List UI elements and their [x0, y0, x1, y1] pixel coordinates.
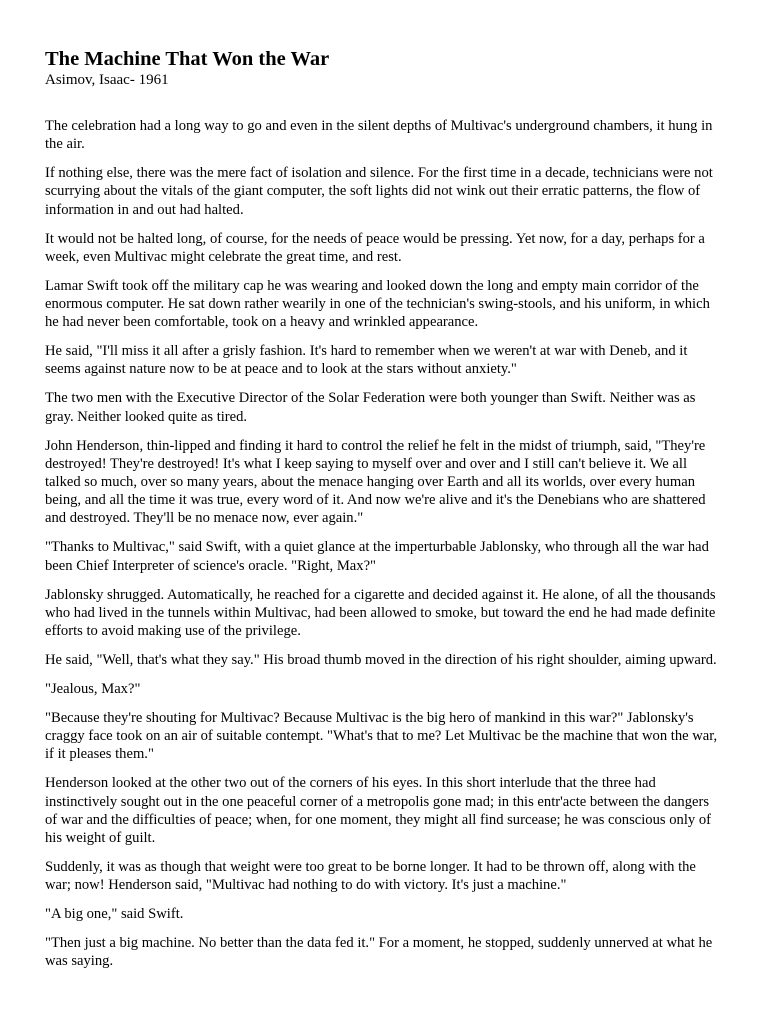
- paragraph: Henderson looked at the other two out of the corners of his eyes. In this short interlude that the three had instinctively sought out in the one peaceful corner of a metropolis gone mad; in this entr'acte between the dangers of war and the difficulties of peace; when, for one moment, they might all find surcease; he was conscious only of his weight of guilt.: [45, 775, 711, 847]
- paragraph: If nothing else, there was the mere fact of isolation and silence. For the first time in a decade, technicians were not scurrying about the vitals of the giant computer, the soft lights did not wink out their erratic patterns, the flow of information in and out had halted.: [45, 165, 713, 218]
- paragraph: Suddenly, it was as though that weight were too great to be borne longer. It had to be thrown off, along with the war; now! Henderson said, "Multivac had nothing to do with victory. It's just a machine.": [45, 859, 696, 894]
- paragraph: The two men with the Executive Director of the Solar Federation were both younger than Swift. Neither was as gray. Neither looked quite as tired.: [45, 390, 696, 425]
- paragraph: "Jealous, Max?": [45, 681, 141, 698]
- paragraph: "Thanks to Multivac," said Swift, with a quiet glance at the imperturbable Jablonsky, who through all the war had been Chief Interpreter of science's oracle. "Right, Max?": [45, 539, 709, 574]
- paragraph: He said, "Well, that's what they say." His broad thumb moved in the direction of his right shoulder, aiming upward.: [45, 652, 717, 669]
- paragraph: It would not be halted long, of course, for the needs of peace would be pressing. Yet now, for a day, perhaps for a week, even Multivac might celebrate the great time, and rest.: [45, 230, 705, 265]
- document-title: The Machine That Won the War: [45, 48, 330, 70]
- document-body: [45, 117, 723, 971]
- paragraph: "Then just a big machine. No better than the data fed it." For a moment, he stopped, suddenly unnerved at what he was saying.: [45, 935, 713, 970]
- paragraph: John Henderson, thin-lipped and finding it hard to control the relief he felt in the midst of triumph, said, "They're destroyed! They're destroyed! It's what I keep saying to myself over and over and I still can't believe it. We all talked so much, over so many years, about the menace hanging over Earth and all its worlds, over every human being, and all the time it was true, every word of it. And now we're alive and it's the Denebians who are shattered and destroyed. They'll be no menace now, ever again.": [45, 437, 706, 527]
- paragraph: Jablonsky shrugged. Automatically, he reached for a cigarette and decided against it. He alone, of all the thousands who had lived in the tunnels within Multivac, had been allowed to smoke, but toward the end he had made definite efforts to avoid making use of the privilege.: [45, 586, 716, 640]
- document-page: [45, 47, 723, 981]
- paragraph: Lamar Swift took off the military cap he was wearing and looked down the long and empty main corridor of the enormous computer. He sat down rather wearily in one of the technician's swing-stools, and his uniform, in which he had never been comfortable, took on a heavy and wrinkled appearance.: [45, 277, 710, 331]
- paragraph: The celebration had a long way to go and even in the silent depths of Multivac's underground chambers, it hung in the air.: [45, 118, 713, 153]
- paragraph: "Because they're shouting for Multivac? Because Multivac is the big hero of mankind in this war?" Jablonsky's craggy face took on an air of suitable contempt. "What's that to me? Let Multivac be the machine that won the war, if it pleases them.": [45, 710, 718, 763]
- document-byline: Asimov, Isaac- 1961: [45, 72, 169, 88]
- paragraph: "A big one," said Swift.: [45, 906, 184, 923]
- paragraph: He said, "I'll miss it all after a grisly fashion. It's hard to remember when we weren't at war with Deneb, and it seems against nature now to be at peace and to look at the stars without anxiety.": [45, 343, 688, 378]
